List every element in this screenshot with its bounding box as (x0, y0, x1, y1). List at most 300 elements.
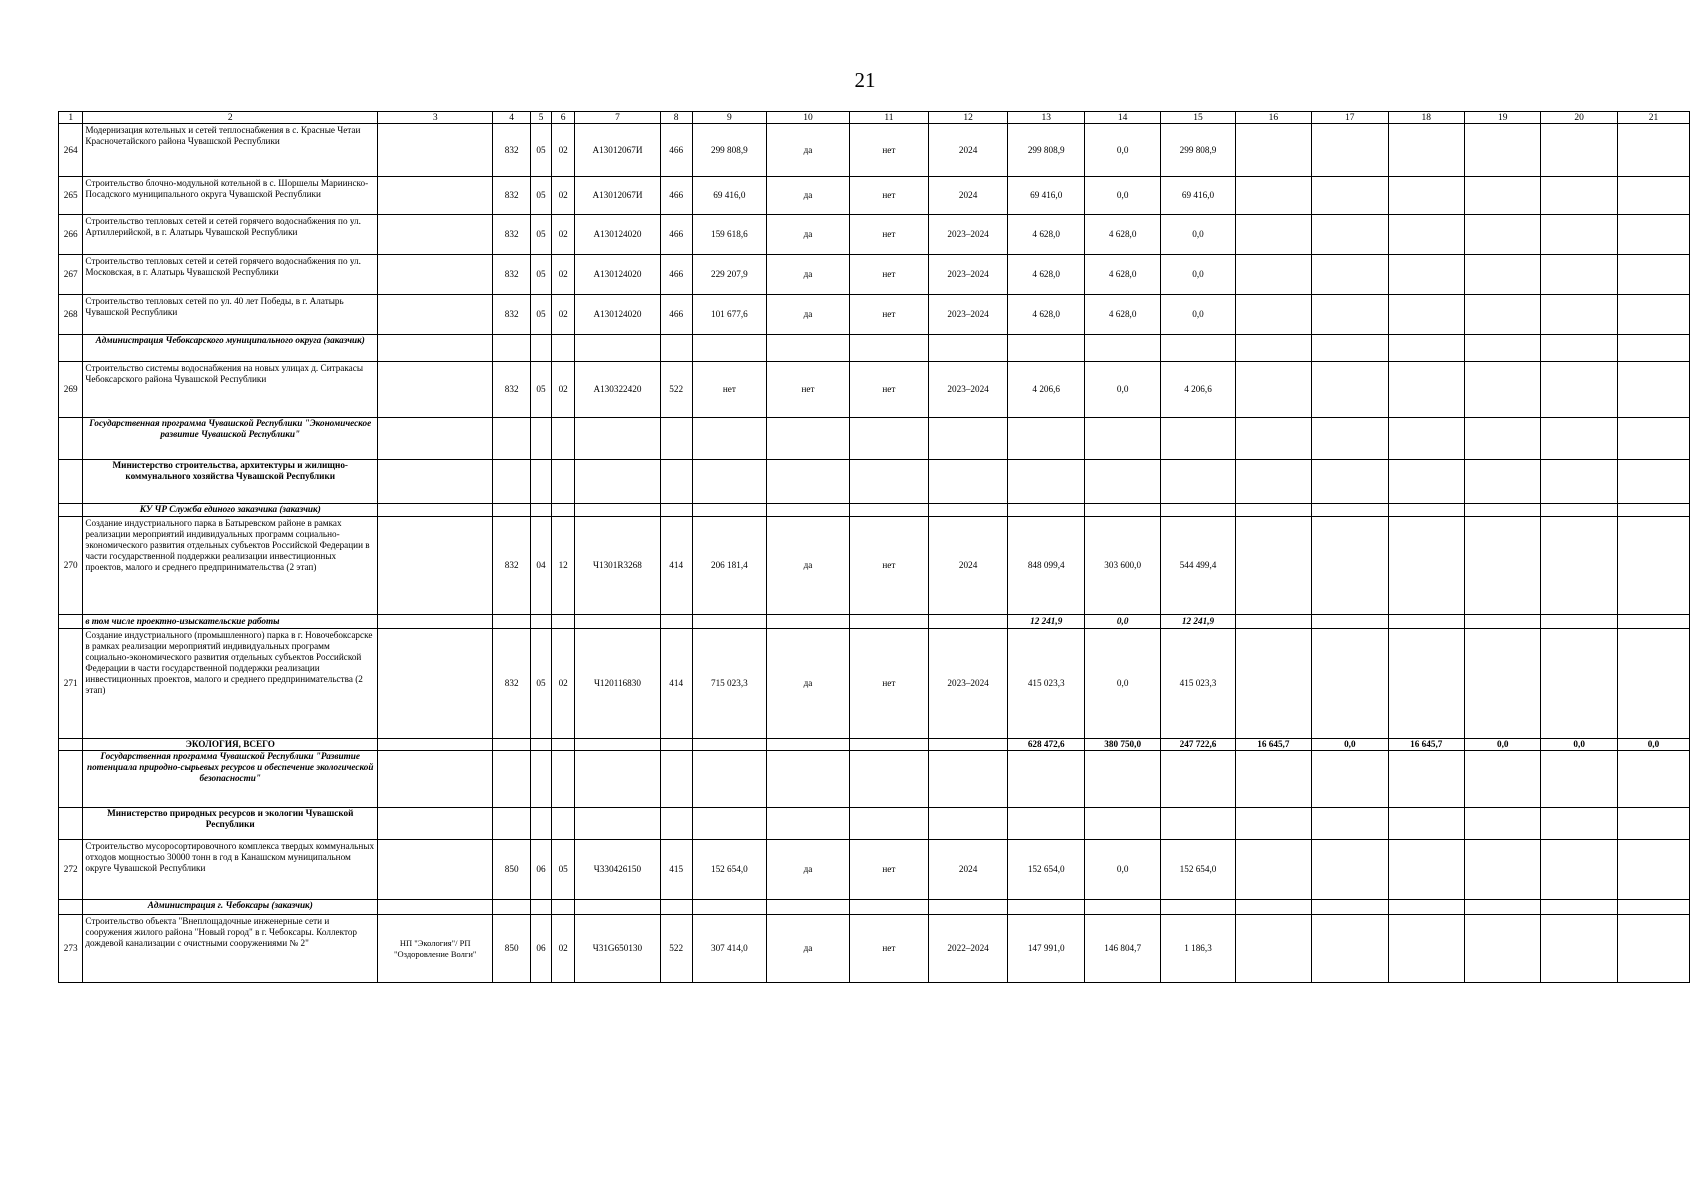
table-cell (1464, 808, 1540, 840)
table-cell: нет (850, 362, 929, 418)
table-cell (1161, 335, 1235, 362)
table-cell: 152 654,0 (1161, 840, 1235, 900)
table-cell (1388, 255, 1464, 295)
including-label: в том числе проектно-изыскательские работы (83, 615, 378, 629)
table-cell: 05 (552, 840, 575, 900)
table-cell (1084, 504, 1160, 517)
table-cell (552, 460, 575, 504)
table-row (59, 124, 1690, 177)
table-cell (928, 460, 1008, 504)
table-cell (378, 335, 493, 362)
table-cell (1464, 751, 1540, 808)
table-cell (378, 751, 493, 808)
table-cell (1161, 418, 1235, 460)
table-cell (1617, 215, 1689, 255)
table-cell: 832 (493, 255, 531, 295)
table-cell: 4 628,0 (1084, 215, 1160, 255)
table-cell: 544 499,4 (1161, 517, 1235, 615)
including-row (59, 615, 1690, 629)
column-header: 15 (1161, 112, 1235, 124)
table-cell (1388, 751, 1464, 808)
table-cell: 415 (660, 840, 692, 900)
table-cell: да (766, 915, 849, 983)
table-cell (1541, 517, 1617, 615)
table-cell (1312, 124, 1388, 177)
table-cell (1388, 808, 1464, 840)
table-cell (1388, 915, 1464, 983)
table-cell (1084, 418, 1160, 460)
table-cell: 05 (530, 629, 551, 739)
table-cell: 146 804,7 (1084, 915, 1160, 983)
table-cell (530, 751, 551, 808)
object-name: Модернизация котельных и сетей теплоснабжения в с. Красные Четаи Красночетайского района Чувашской Республики (83, 124, 378, 177)
table-cell: 05 (530, 255, 551, 295)
table-cell: 522 (660, 362, 692, 418)
table-cell (1388, 517, 1464, 615)
table-cell (1235, 177, 1311, 215)
table-cell: 02 (552, 295, 575, 335)
table-cell: нет (850, 177, 929, 215)
table-cell (1312, 915, 1388, 983)
table-cell: нет (850, 215, 929, 255)
budget-table (58, 111, 1690, 983)
table-cell (766, 615, 849, 629)
table-cell: Ч120116830 (575, 629, 660, 739)
table-cell (1541, 418, 1617, 460)
table-cell (1617, 460, 1689, 504)
table-cell (1235, 808, 1311, 840)
table-cell (1617, 751, 1689, 808)
table-cell (1312, 255, 1388, 295)
table-cell (1008, 900, 1084, 915)
table-cell (1464, 504, 1540, 517)
table-cell (1464, 517, 1540, 615)
table-cell (493, 504, 531, 517)
object-name: Создание индустриального (промышленного) парка в г. Новочебоксарске в рамках реализации мероприятий индивидуальных программ социально-экономического развития отдельных субъектов Российской Федерации в части государственной поддержки реализации инвестиционных проектов, малого и среднего предпринимательства (2 этап) (83, 629, 378, 739)
table-cell (850, 808, 929, 840)
table-cell (928, 739, 1008, 751)
table-cell (1235, 460, 1311, 504)
table-cell (1312, 215, 1388, 255)
table-cell (378, 615, 493, 629)
table-cell (1464, 460, 1540, 504)
table-cell (378, 900, 493, 915)
table-cell: 2024 (928, 124, 1008, 177)
table-cell (1235, 362, 1311, 418)
table-cell (1312, 615, 1388, 629)
table-cell (493, 900, 531, 915)
table-cell (692, 335, 766, 362)
table-cell: 0,0 (1161, 255, 1235, 295)
table-cell (1541, 362, 1617, 418)
table-cell (552, 335, 575, 362)
table-cell (530, 615, 551, 629)
table-cell (378, 177, 493, 215)
table-cell (1312, 900, 1388, 915)
table-cell (530, 335, 551, 362)
row-number: 268 (59, 295, 83, 335)
table-cell: 229 207,9 (692, 255, 766, 295)
table-cell (378, 418, 493, 460)
table-cell: Ч330426150 (575, 840, 660, 900)
table-cell (59, 751, 83, 808)
table-cell (692, 418, 766, 460)
table-cell (766, 751, 849, 808)
table-cell (575, 751, 660, 808)
table-cell (660, 418, 692, 460)
table-cell: 850 (493, 840, 531, 900)
section-title: КУ ЧР Служба единого заказчика (заказчик) (83, 504, 378, 517)
table-cell (1617, 615, 1689, 629)
table-cell (1617, 808, 1689, 840)
table-cell (1541, 124, 1617, 177)
row-number: 271 (59, 629, 83, 739)
table-cell (530, 900, 551, 915)
table-cell: 05 (530, 295, 551, 335)
table-cell (378, 215, 493, 255)
table-cell (1008, 460, 1084, 504)
table-cell (660, 615, 692, 629)
table-cell (692, 900, 766, 915)
table-cell: 02 (552, 124, 575, 177)
table-cell (552, 504, 575, 517)
column-header: 1 (59, 112, 83, 124)
table-cell: нет (850, 517, 929, 615)
table-cell: 152 654,0 (692, 840, 766, 900)
table-cell (1008, 751, 1084, 808)
table-row (59, 362, 1690, 418)
table-cell (1617, 840, 1689, 900)
object-name: Строительство блочно-модульной котельной в с. Шоршелы Мариинско-Посадского муниципального округа Чувашской Республики (83, 177, 378, 215)
table-cell: 414 (660, 629, 692, 739)
table-cell (1464, 124, 1540, 177)
object-name: Строительство тепловых сетей и сетей горячего водоснабжения по ул. Артиллерийской, в г. Алатырь Чувашской Республики (83, 215, 378, 255)
table-cell (378, 840, 493, 900)
table-cell: 4 206,6 (1161, 362, 1235, 418)
table-cell (766, 900, 849, 915)
table-cell: 12 241,9 (1008, 615, 1084, 629)
section-title-row (59, 808, 1690, 840)
table-cell (850, 504, 929, 517)
table-cell (59, 615, 83, 629)
table-cell (59, 808, 83, 840)
table-cell (1541, 335, 1617, 362)
table-cell (850, 739, 929, 751)
column-header: 14 (1084, 112, 1160, 124)
table-cell: да (766, 840, 849, 900)
table-cell (59, 418, 83, 460)
table-cell (1617, 335, 1689, 362)
table-cell (1008, 808, 1084, 840)
table-cell (1235, 615, 1311, 629)
table-cell: 4 628,0 (1084, 255, 1160, 295)
table-cell: 02 (552, 629, 575, 739)
table-cell: да (766, 517, 849, 615)
table-row (59, 915, 1690, 983)
table-cell: 02 (552, 177, 575, 215)
table-cell (1084, 335, 1160, 362)
table-cell (1541, 255, 1617, 295)
object-name: Строительство системы водоснабжения на новых улицах д. Ситракасы Чебоксарского района Чувашской Республики (83, 362, 378, 418)
table-cell (59, 335, 83, 362)
table-cell: 05 (530, 124, 551, 177)
table-cell: 415 023,3 (1161, 629, 1235, 739)
table-cell (1541, 751, 1617, 808)
table-cell (59, 460, 83, 504)
table-cell (692, 739, 766, 751)
customer-row (59, 504, 1690, 517)
table-cell (1617, 418, 1689, 460)
table-cell (766, 460, 849, 504)
table-cell (1541, 900, 1617, 915)
table-cell (1312, 751, 1388, 808)
table-cell (493, 335, 531, 362)
table-cell: 848 099,4 (1008, 517, 1084, 615)
table-cell: НП "Экология"/ РП "Оздоровление Волги" (378, 915, 493, 983)
table-cell: 69 416,0 (1161, 177, 1235, 215)
table-cell: 0,0 (1312, 739, 1388, 751)
table-cell (1235, 915, 1311, 983)
table-cell: 832 (493, 629, 531, 739)
table-cell (1464, 335, 1540, 362)
table-cell: 628 472,6 (1008, 739, 1084, 751)
row-number: 273 (59, 915, 83, 983)
table-cell (766, 335, 849, 362)
table-cell: 414 (660, 517, 692, 615)
table-cell (378, 517, 493, 615)
table-cell: 152 654,0 (1008, 840, 1084, 900)
column-number-header (59, 112, 1690, 124)
table-cell: 05 (530, 177, 551, 215)
column-header: 6 (552, 112, 575, 124)
table-cell: 159 618,6 (692, 215, 766, 255)
table-cell (1464, 900, 1540, 915)
table-cell (552, 615, 575, 629)
table-cell: 2023–2024 (928, 629, 1008, 739)
table-cell (850, 751, 929, 808)
table-cell (552, 751, 575, 808)
table-cell (59, 504, 83, 517)
table-cell (1161, 504, 1235, 517)
table-body (59, 112, 1690, 983)
table-row (59, 629, 1690, 739)
table-cell: 0,0 (1161, 215, 1235, 255)
table-cell (1008, 335, 1084, 362)
table-cell (1541, 460, 1617, 504)
table-cell: нет (850, 124, 929, 177)
table-cell (1541, 504, 1617, 517)
table-cell (928, 335, 1008, 362)
table-cell (378, 504, 493, 517)
table-cell (1312, 517, 1388, 615)
table-cell (1161, 751, 1235, 808)
table-cell (766, 808, 849, 840)
table-cell (1388, 418, 1464, 460)
table-row (59, 295, 1690, 335)
table-cell: нет (766, 362, 849, 418)
table-cell: 2024 (928, 840, 1008, 900)
table-cell (575, 739, 660, 751)
table-cell: 0,0 (1084, 177, 1160, 215)
table-cell (1617, 177, 1689, 215)
column-header: 19 (1464, 112, 1540, 124)
table-cell (660, 751, 692, 808)
table-cell (1464, 915, 1540, 983)
table-row (59, 215, 1690, 255)
table-cell (59, 900, 83, 915)
table-cell (1541, 629, 1617, 739)
table-cell (766, 739, 849, 751)
row-number: 264 (59, 124, 83, 177)
column-header: 8 (660, 112, 692, 124)
table-cell (552, 900, 575, 915)
table-cell (378, 295, 493, 335)
table-cell (1464, 629, 1540, 739)
table-cell (1388, 900, 1464, 915)
table-cell (1541, 215, 1617, 255)
table-cell (1617, 504, 1689, 517)
table-cell: 4 206,6 (1008, 362, 1084, 418)
table-cell (1388, 335, 1464, 362)
table-cell (552, 808, 575, 840)
table-cell (552, 739, 575, 751)
customer-row (59, 900, 1690, 915)
table-cell (766, 504, 849, 517)
object-name: Создание индустриального парка в Батыревском районе в рамках реализации мероприятий индивидуальных программ социально-экономического развития отдельных субъектов Российской Федерации в части государственной поддержки реализации инвестиционных проектов, малого и среднего предпринимательства (2 этап) (83, 517, 378, 615)
column-header: 5 (530, 112, 551, 124)
table-cell (1235, 751, 1311, 808)
row-number: 269 (59, 362, 83, 418)
table-cell: 05 (530, 362, 551, 418)
table-cell: нет (692, 362, 766, 418)
table-cell: 299 808,9 (692, 124, 766, 177)
table-cell (493, 615, 531, 629)
table-cell (1235, 418, 1311, 460)
table-cell (1464, 362, 1540, 418)
table-cell (1235, 335, 1311, 362)
table-cell (378, 739, 493, 751)
table-cell: 466 (660, 124, 692, 177)
table-cell: да (766, 629, 849, 739)
table-cell: 247 722,6 (1161, 739, 1235, 751)
table-cell: да (766, 177, 849, 215)
table-cell (692, 615, 766, 629)
table-cell (1464, 418, 1540, 460)
table-cell (493, 460, 531, 504)
table-cell: 02 (552, 915, 575, 983)
table-cell: 16 645,7 (1235, 739, 1311, 751)
table-cell (575, 335, 660, 362)
table-cell: 832 (493, 295, 531, 335)
table-cell (928, 900, 1008, 915)
page-number: 21 (854, 68, 876, 92)
table-cell (1312, 295, 1388, 335)
table-cell: 832 (493, 124, 531, 177)
column-header: 17 (1312, 112, 1388, 124)
table-cell (378, 629, 493, 739)
table-cell (692, 808, 766, 840)
table-cell (1617, 915, 1689, 983)
table-cell: А130124020 (575, 295, 660, 335)
table-cell: 0,0 (1084, 840, 1160, 900)
table-cell (1084, 751, 1160, 808)
table-cell (1464, 840, 1540, 900)
table-cell (660, 900, 692, 915)
table-cell: 2023–2024 (928, 255, 1008, 295)
table-cell: 832 (493, 177, 531, 215)
table-cell (1388, 362, 1464, 418)
table-cell: 522 (660, 915, 692, 983)
table-cell (850, 460, 929, 504)
table-cell (1617, 255, 1689, 295)
table-cell: 4 628,0 (1008, 295, 1084, 335)
table-cell: 715 023,3 (692, 629, 766, 739)
table-cell: 832 (493, 517, 531, 615)
table-cell (493, 418, 531, 460)
table-cell (575, 900, 660, 915)
table-cell: нет (850, 840, 929, 900)
table-cell: 12 241,9 (1161, 615, 1235, 629)
table-cell (378, 124, 493, 177)
table-cell: 0,0 (1617, 739, 1689, 751)
section-title-row (59, 751, 1690, 808)
table-cell (1312, 335, 1388, 362)
table-row (59, 177, 1690, 215)
column-header: 20 (1541, 112, 1617, 124)
table-cell (575, 615, 660, 629)
table-cell: 2024 (928, 177, 1008, 215)
table-cell (1541, 808, 1617, 840)
table-cell (1617, 900, 1689, 915)
table-cell: 02 (552, 215, 575, 255)
table-row (59, 517, 1690, 615)
table-cell: 466 (660, 295, 692, 335)
table-cell (928, 504, 1008, 517)
table-cell (493, 751, 531, 808)
object-name: Строительство мусоросортировочного комплекса твердых коммунальных отходов мощностью 30000 тонн в год в Канашском муниципальном округе Чувашской Республики (83, 840, 378, 900)
table-cell (1161, 900, 1235, 915)
table-cell: 0,0 (1161, 295, 1235, 335)
table-cell: да (766, 255, 849, 295)
table-cell (1235, 255, 1311, 295)
table-cell: 69 416,0 (692, 177, 766, 215)
table-cell: 307 414,0 (692, 915, 766, 983)
table-cell (575, 460, 660, 504)
table-cell (928, 751, 1008, 808)
table-cell: 0,0 (1084, 362, 1160, 418)
table-cell (1617, 124, 1689, 177)
table-cell (1235, 900, 1311, 915)
table-cell (493, 739, 531, 751)
table-cell: 12 (552, 517, 575, 615)
table-cell (1312, 629, 1388, 739)
table-cell (575, 504, 660, 517)
row-number: 272 (59, 840, 83, 900)
table-cell: 69 416,0 (1008, 177, 1084, 215)
table-cell: А13012067И (575, 177, 660, 215)
table-cell: нет (850, 255, 929, 295)
table-cell (1541, 840, 1617, 900)
column-header: 7 (575, 112, 660, 124)
column-header: 16 (1235, 112, 1311, 124)
table-cell (1312, 362, 1388, 418)
section-title-row (59, 460, 1690, 504)
table-cell: 303 600,0 (1084, 517, 1160, 615)
table-cell: 206 181,4 (692, 517, 766, 615)
column-header: 12 (928, 112, 1008, 124)
table-cell (1541, 177, 1617, 215)
table-cell: А130124020 (575, 255, 660, 295)
